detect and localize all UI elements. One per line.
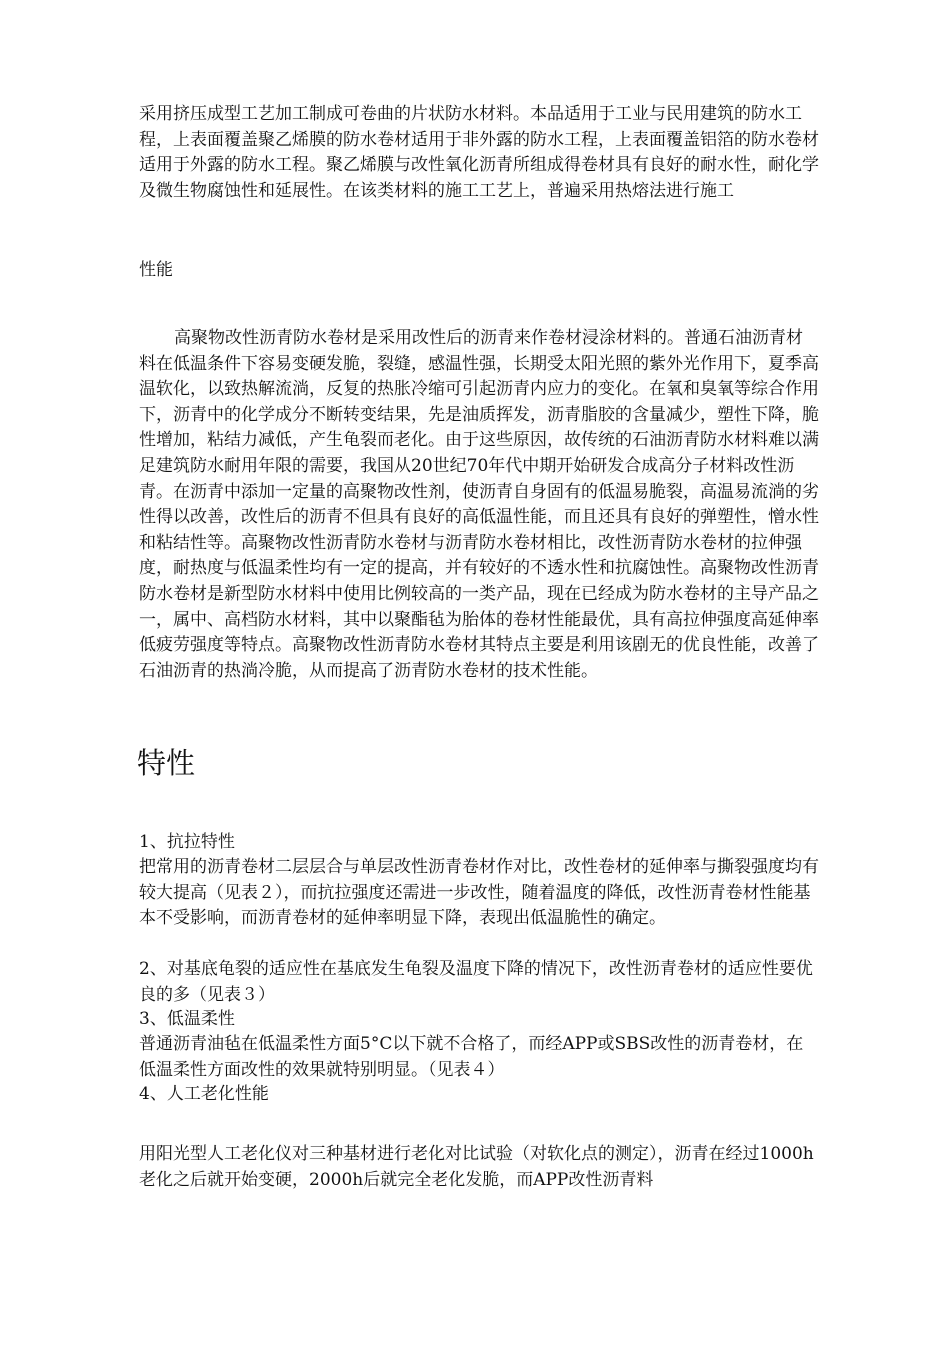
feature-3-title: 3、低温柔性 (139, 1009, 235, 1029)
section-heading-performance: 性能 (139, 260, 173, 280)
intro-paragraph: 采用挤压成型工艺加工制成可卷曲的片状防水材料。本品适用于工业与民用建筑的防水工程，上表面覆盖聚乙烯膜的防水卷材适用于非外露的防水工程，上表面覆盖铝箔的防水卷材适用于外露的防水工程。聚乙烯膜与改性氧化沥青所组成得卷材具有良好的耐水性，耐化学及微生物腐蚀性和延展性。在该类材料的施工工艺上，普遍采用热熔法进行施工 (139, 104, 819, 201)
feature-1-title: 1、抗拉特性 (139, 832, 235, 852)
feature-4-title: 4、人工老化性能 (139, 1084, 269, 1104)
feature-4-body: 用阳光型人工老化仪对三种基材进行老化对比试验（对软化点的测定），沥青在经过1000h老化之后就开始变硬，2000h后就完全老化发脆，而APP改性沥青料 (139, 1144, 814, 1190)
feature-2-body: 2、对基底龟裂的适应性在基底发生龟裂及温度下降的情况下，改性沥青卷材的适应性要优良的多（见表３） (139, 959, 813, 1005)
feature-1-body: 把常用的沥青卷材二层层合与单层改性沥青卷材作对比，改性卷材的延伸率与撕裂强度均有较大提高（见表２），而抗拉强度还需进一步改性，随着温度的降低，改性沥青卷材性能基本不受影响，而沥青卷材的延伸率明显下降，表现出低温脆性的确定。 (139, 857, 819, 929)
performance-paragraph: 高聚物改性沥青防水卷材是采用改性后的沥青来作卷材浸涂材料的。普通石油沥青材料在低温条件下容易变硬发脆，裂缝，感温性强，长期受太阳光照的紫外光作用下，夏季高温软化，以致热解流淌，反复的热胀冷缩可引起沥青内应力的变化。在氧和臭氧等综合作用下，沥青中的化学成分不断转变结果，先是油质挥发，沥青脂胶的含量减少，塑性下降，脆性增加，粘结力减低，产生龟裂而老化。由于这些原因，故传统的石油沥青防水材料难以满足建筑防水耐用年限的需要，我国从20世纪70年代中期开始研发合成高分子材料改性沥青。在沥青中添加一定量的高聚物改性剂，使沥青自身固有的低温易脆裂，高温易流淌的劣性得以改善，改性后的沥青不但具有良好的高低温性能，而且还具有良好的弹塑性，憎水性和粘结性等。高聚物改性沥青防水卷材与沥青防水卷材相比，改性沥青防水卷材的拉伸强度，耐热度与低温柔性均有一定的提高，并有较好的不透水性和抗腐蚀性。高聚物改性沥青防水卷材是新型防水材料中使用比例较高的一类产品，现在已经成为防水卷材的主导产品之一，属中、高档防水材料，其中以聚酯毡为胎体的卷材性能最优，具有高拉伸强度高延伸率低疲劳强度等特点。高聚物改性沥青防水卷材其特点主要是利用该剧无的优良性能，改善了石油沥青的热淌冷脆，从而提高了沥青防水卷材的技术性能。 (139, 328, 819, 681)
section-heading-features: 特性 (137, 746, 196, 780)
feature-3-body: 普通沥青油毡在低温柔性方面5°C以下就不合格了，而经APP或SBS改性的沥青卷材，在低温柔性方面改性的效果就特别明显。（见表４） (139, 1034, 804, 1080)
